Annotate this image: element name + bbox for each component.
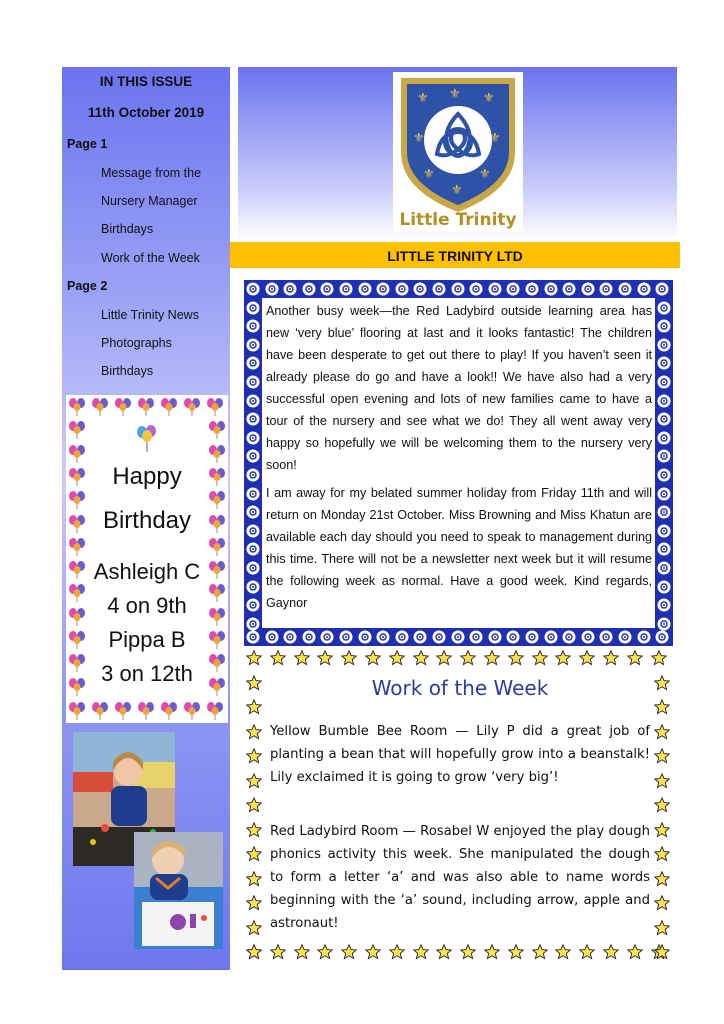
flower-icon	[246, 449, 260, 463]
flower-icon	[246, 598, 260, 612]
star-icon	[603, 944, 619, 960]
star-icon	[654, 699, 670, 715]
work-of-the-week-title: Work of the Week	[371, 676, 549, 700]
flower-icon	[618, 282, 632, 296]
flower-icon	[339, 282, 353, 296]
balloon-icon	[68, 560, 86, 580]
contents-item: Photographs	[101, 336, 172, 350]
star-icon	[294, 650, 310, 666]
issue-date: 11th October 2019	[87, 105, 205, 120]
flower-icon	[657, 431, 671, 445]
star-icon	[603, 650, 619, 666]
birthday-box	[66, 395, 228, 723]
flower-icon	[283, 630, 297, 644]
contents-item: Work of the Week	[101, 251, 200, 265]
star-icon	[654, 920, 670, 936]
manager-message-box	[244, 280, 673, 646]
star-icon	[555, 650, 571, 666]
contents-item: Message from the	[101, 166, 202, 180]
star-icon	[460, 944, 476, 960]
flower-icon	[376, 282, 390, 296]
balloon-icon	[114, 397, 132, 417]
flower-icon	[246, 282, 260, 296]
star-icon	[365, 650, 381, 666]
star-icon	[413, 650, 429, 666]
birthday-panel	[88, 417, 206, 699]
flower-icon	[320, 630, 334, 644]
flower-icon	[265, 630, 279, 644]
flower-icon	[432, 630, 446, 644]
flower-icon	[246, 580, 260, 594]
flower-icon	[525, 282, 539, 296]
flower-icon	[246, 375, 260, 389]
star-icon	[484, 944, 500, 960]
star-icon	[246, 944, 262, 960]
star-icon	[654, 797, 670, 813]
flower-icon	[657, 505, 671, 519]
star-icon	[460, 650, 476, 666]
message-panel	[262, 298, 655, 628]
star-icon	[246, 822, 262, 838]
page-1-label: Page 1	[67, 137, 108, 151]
balloon-icon	[208, 490, 226, 510]
balloon-icon	[68, 701, 86, 721]
balloon-icon	[160, 397, 178, 417]
star-icon	[270, 650, 286, 666]
flower-icon	[657, 412, 671, 426]
svg-text:⚜: ⚜	[489, 131, 501, 146]
flower-icon	[376, 630, 390, 644]
flower-icon	[246, 487, 260, 501]
flower-icon	[320, 282, 334, 296]
flower-icon	[581, 630, 595, 644]
flower-icon	[246, 630, 260, 644]
flower-icon	[469, 282, 483, 296]
flower-icon	[655, 630, 669, 644]
balloon-icon	[208, 514, 226, 534]
flower-icon	[657, 319, 671, 333]
star-icon	[627, 650, 643, 666]
star-icon	[413, 944, 429, 960]
flower-icon	[599, 282, 613, 296]
star-icon	[246, 871, 262, 887]
star-icon	[246, 846, 262, 862]
star-icon	[654, 773, 670, 789]
balloon-icon	[91, 397, 109, 417]
star-icon	[294, 944, 310, 960]
flower-icon	[358, 630, 372, 644]
star-icon	[579, 650, 595, 666]
flower-icon	[657, 356, 671, 370]
flower-icon	[657, 524, 671, 538]
balloon-icon	[68, 444, 86, 464]
work-entry-red-ladybird: Red Ladybird Room — Rosabel W enjoyed the play dough phonics activity this week. She manipulated the dough to form a letter ‘a’ and was also able to name words beginning with the ‘a’ sound, including arrow, apple and astronaut!	[270, 824, 650, 931]
svg-text:⚜: ⚜	[417, 91, 429, 106]
flower-icon	[246, 617, 260, 631]
balloon-icon	[206, 397, 224, 417]
flower-icon	[657, 542, 671, 556]
flower-icon	[246, 431, 260, 445]
flower-icon	[246, 505, 260, 519]
star-icon	[654, 895, 670, 911]
flower-icon	[657, 561, 671, 575]
star-icon	[246, 895, 262, 911]
balloon-icon	[68, 537, 86, 557]
balloon-icon	[208, 607, 226, 627]
company-title-bar: LITTLE TRINITY LTD	[230, 242, 680, 268]
star-icon	[246, 773, 262, 789]
star-icon	[532, 944, 548, 960]
balloon-icon	[206, 701, 224, 721]
flower-icon	[395, 282, 409, 296]
flower-icon	[413, 630, 427, 644]
star-icon	[389, 944, 405, 960]
flower-icon	[599, 630, 613, 644]
flower-icon	[246, 542, 260, 556]
photo-child-playdough	[134, 832, 223, 949]
svg-text:⚜: ⚜	[483, 91, 495, 106]
balloon-icon	[91, 701, 109, 721]
star-icon	[317, 944, 333, 960]
flower-icon	[246, 319, 260, 333]
flower-icon	[562, 282, 576, 296]
flower-icon	[525, 630, 539, 644]
svg-text:⚜: ⚜	[423, 167, 435, 182]
star-icon	[246, 675, 262, 691]
flower-icon	[637, 282, 651, 296]
flower-icon	[413, 282, 427, 296]
balloon-icon	[114, 701, 132, 721]
birthday-child: Pippa B	[108, 627, 186, 652]
message-text	[266, 300, 652, 620]
star-icon	[341, 650, 357, 666]
flower-icon	[562, 630, 576, 644]
balloon-icon	[208, 560, 226, 580]
star-icon	[484, 650, 500, 666]
flower-icon	[657, 449, 671, 463]
flower-icon	[469, 630, 483, 644]
star-icon	[246, 748, 262, 764]
star-icon	[389, 650, 405, 666]
star-icon	[579, 944, 595, 960]
flower-icon	[657, 375, 671, 389]
svg-text:⚜: ⚜	[449, 87, 461, 102]
flower-icon	[246, 356, 260, 370]
flower-icon	[451, 630, 465, 644]
star-icon	[654, 822, 670, 838]
contents-heading: IN THIS ISSUE	[99, 74, 193, 89]
star-icon	[651, 650, 667, 666]
flower-icon	[395, 630, 409, 644]
flower-icon	[246, 468, 260, 482]
star-icon	[246, 699, 262, 715]
star-icon	[270, 944, 286, 960]
birthday-child: Ashleigh C	[93, 559, 201, 584]
flower-icon	[246, 394, 260, 408]
svg-text:⚜: ⚜	[479, 167, 491, 182]
contents-item: Birthdays	[101, 222, 154, 236]
balloon-icon	[208, 537, 226, 557]
message-paragraph: I am away for my belated summer holiday from Friday 11th and will return on Monday 21st October. Miss Browning and Miss Khatun are available each day should you need to speak to management during this time. There will not be a newsletter next week but it will resume the following week as normal. Have a good week. Kind regards, Gaynor	[266, 486, 652, 610]
star-icon	[246, 920, 262, 936]
flower-icon	[655, 282, 669, 296]
star-icon	[341, 944, 357, 960]
balloon-icon	[68, 397, 86, 417]
flower-icon	[302, 630, 316, 644]
flower-icon	[358, 282, 372, 296]
flower-icon	[432, 282, 446, 296]
flower-icon	[246, 338, 260, 352]
star-icon	[654, 675, 670, 691]
star-icon	[654, 846, 670, 862]
message-paragraph: Another busy week—the Red Ladybird outside learning area has new ‘very blue’ flooring at last and it looks fantastic! The children have been desperate to get out there to play! If you haven’t seen it already please do go and have a look!! We have also had a very successful open evening and lots of new families came to have a tour of the nursery and see what we do! They all went away very happy so hopefully we will be welcoming them to the nursery very soon!	[266, 304, 652, 472]
contents-item: Little Trinity News	[101, 308, 199, 322]
star-icon	[365, 944, 381, 960]
balloon-icon	[68, 514, 86, 534]
balloon-icon	[137, 701, 155, 721]
star-icon	[246, 650, 262, 666]
flower-icon	[581, 282, 595, 296]
flower-icon	[657, 487, 671, 501]
flower-icon	[618, 630, 632, 644]
work-of-the-week-box	[244, 648, 676, 964]
flower-icon	[506, 282, 520, 296]
flower-icon	[657, 617, 671, 631]
page-2-label: Page 2	[67, 279, 108, 293]
contents-item: Nursery Manager	[101, 194, 198, 208]
balloon-icon	[68, 583, 86, 603]
balloon-icon	[208, 653, 226, 673]
balloon-icon	[208, 420, 226, 440]
contents-item: Birthdays	[101, 364, 154, 378]
flower-icon	[657, 468, 671, 482]
star-icon	[654, 871, 670, 887]
work-entry-bumble-bee: Yellow Bumble Bee Room — Lily P did a great job of planting a bean that will hopefully grow into a beanstalk! Lily exclaimed it is going to grow ‘very big’!	[270, 724, 650, 785]
flower-icon	[265, 282, 279, 296]
star-icon	[508, 944, 524, 960]
star-icon	[654, 944, 670, 960]
flower-icon	[302, 282, 316, 296]
flower-icon	[246, 561, 260, 575]
star-icon	[532, 650, 548, 666]
balloons-icon	[134, 423, 160, 453]
birthday-age: 3 on 12th	[101, 661, 193, 686]
balloon-icon	[68, 420, 86, 440]
star-icon	[246, 724, 262, 740]
birthday-heading: Birthday	[102, 507, 192, 534]
flower-icon	[246, 412, 260, 426]
star-icon	[508, 650, 524, 666]
star-icon	[555, 944, 571, 960]
balloon-icon	[68, 630, 86, 650]
flower-icon	[246, 301, 260, 315]
flower-icon	[544, 282, 558, 296]
flower-icon	[246, 524, 260, 538]
star-icon	[627, 944, 643, 960]
balloon-icon	[68, 607, 86, 627]
balloon-icon	[183, 397, 201, 417]
flower-icon	[657, 394, 671, 408]
school-crest-logo	[393, 72, 523, 232]
flower-icon	[657, 580, 671, 594]
balloon-icon	[208, 630, 226, 650]
balloon-icon	[208, 583, 226, 603]
flower-icon	[657, 301, 671, 315]
flower-icon	[657, 598, 671, 612]
balloon-icon	[137, 397, 155, 417]
balloon-icon	[68, 677, 86, 697]
birthday-age: 4 on 9th	[107, 593, 187, 618]
balloon-icon	[68, 653, 86, 673]
balloon-icon	[208, 467, 226, 487]
flower-icon	[657, 338, 671, 352]
flower-icon	[451, 282, 465, 296]
flower-icon	[283, 282, 297, 296]
star-icon	[436, 944, 452, 960]
star-icon	[246, 797, 262, 813]
balloon-icon	[160, 701, 178, 721]
balloon-icon	[68, 490, 86, 510]
birthday-heading: Happy	[112, 463, 182, 490]
star-icon	[436, 650, 452, 666]
crest-text: Little Trinity	[399, 210, 517, 230]
flower-icon	[506, 630, 520, 644]
star-icon	[317, 650, 333, 666]
balloon-icon	[68, 467, 86, 487]
balloon-icon	[208, 677, 226, 697]
flower-icon	[339, 630, 353, 644]
balloon-icon	[208, 444, 226, 464]
flower-icon	[488, 630, 502, 644]
svg-text:⚜: ⚜	[413, 131, 425, 146]
balloon-icon	[183, 701, 201, 721]
star-icon	[654, 724, 670, 740]
flower-icon	[637, 630, 651, 644]
flower-icon	[544, 630, 558, 644]
star-icon	[654, 748, 670, 764]
svg-text:⚜: ⚜	[451, 183, 463, 198]
flower-icon	[488, 282, 502, 296]
